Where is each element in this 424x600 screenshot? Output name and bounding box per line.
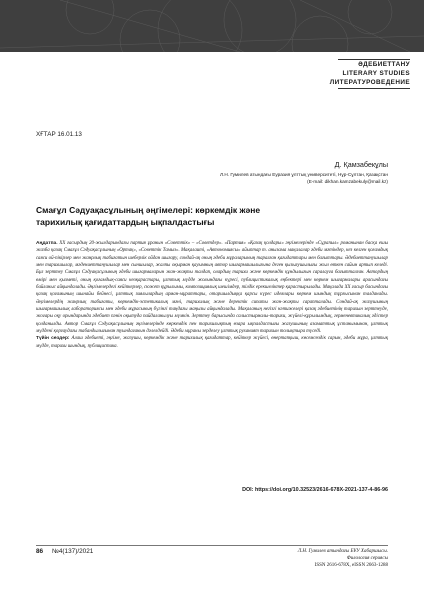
journal-issn: ISSN 2616-678X, eISSN 2663-1288: [314, 563, 388, 568]
keywords-text: Алаш әдебиеті, әңгіме, жазушы, көркемдік және тарихилық қағидаттар, кейіпкер жүйесі, өнертапқыш, көсемсөздік сарын, әдеби мұра, ұлттық мүдде, тарихи шындық, публицистика.: [36, 336, 389, 349]
journal-section: [330, 60, 410, 87]
section-kazakh: ӘДЕБИЕТТАНУ: [358, 61, 410, 68]
affiliation-text: Л.Н. Гумилев атындағы Еуразия ұлттық университеті, Нұр-Сұлтан, Қазақстан: [220, 172, 388, 177]
doi-link[interactable]: DOI: https://doi.org/10.32523/2616-678X-2021-137-4-86-96: [242, 487, 388, 493]
journal-series: Филология сериясы: [346, 556, 388, 561]
author-email: (E-mail: dikhan.kamzabekuly@mail.kz): [307, 178, 388, 184]
issue-number: №4(137)/2021: [52, 548, 94, 555]
abstract-label: Аңдатпа.: [36, 241, 58, 246]
author-name: Д. Қамзабекұлы: [334, 160, 388, 169]
section-divider-top: [338, 59, 410, 60]
article-title: [36, 205, 388, 228]
abstract-block: [36, 240, 388, 350]
abstract-text: XX ғасырдың 20-жылдарындағы партия ұранын «Советтік» – «Советдер». «Партия» «Қазақ қолдары» әңгімелерінде «Сұрапыл» романынан басқа ешы жазба қазақ Смағұл Сәдуақасұлының «Ортақ», «Советтік Тамыз». Мақалаиті, «Автономиясы» айыптар т. анызама мақалалар әдеби мәтіндер, кез келген қоғамдық саяси ой-пікірлер мен жанрлық табиғатын шеберлік ойдан шығару, сондай-ақ оның әдеби мұраларының таралған қағидаттары мен бағыттары. Әдебиеттанушылар мен тарихшылар, мәдениеттанушылар мен сыншылар, жалпы оқырман қауымның автор шығармашылығына деген қызығушылығы жыл өткен сайын артып келеді. Бұл зерттеу Смағұл Сәдуақасұлының әдеби шығармаларын жан-жақты талдап, олардың тарихи және көркемдік құндылығын саралауға бағытталған. Автордың өмірі мен қызметі, оның қоғамдық-саяси көзқарастары, ұлттық мүдде жолындағы күресі, публицистикалық еңбектері мен көркем шығармалары арасындағы байланыс айқындалады. Әңгімелердегі кейіпкерлер, сюжет құрылымы, композициялық шешімдер, тілдік ерекшеліктер қарастырылады. Мақалада XX ғасыр басындағы қазақ қоғамының шынайы бейнесі, ұлттық зиялылардың арман-мұраттары, отаршылдыққа қарсы күрес идеялары көркем шындық тұрғысынан талданады. Әңгімелердің жанрлық табиғаты, көркемдік-эстетикалық мәні, тарихилық және деректік сипаты жан-жақты сарапталады. Сондай-ақ жазушының шығармашылық лабораториясы мен әдеби мұрасының бүгінгі таңдағы маңызы айқындалады. Мақаланың негізгі нәтижелері қазақ әдебиетінің тарихын зерттеуде, жоғары оқу орындарында әдебиет пәнін оқытуда пайдаланылуы мүмкін. Зерттеу барысында салыстырмалы-тарихи, жүйелі-құрылымдық, герменевтикалық әдістер қолданылды. Автор Смағұл Сәдуақасұлының әңгімелерінде көркемдік пен тарихилықтың өзара ықпалдастығы жазушының азаматтық ұстанымынан, ұлттық мүддені қорғаудағы табандылығынан туындағанын дәлелдейді. Әдеби мұраны зерделеу ұлттық руханият тарихын толықтыра түседі.: [36, 241, 388, 335]
page-number: 86: [36, 548, 44, 555]
author-affiliation: [88, 172, 388, 185]
journal-line: [298, 548, 388, 562]
title-line-1: Смағұл Сәдуақасұлының әңгімелері: көркемдік және: [36, 205, 261, 215]
header-decoration-pattern: [0, 0, 424, 52]
journal-info: [298, 548, 388, 569]
keywords-paragraph: [36, 335, 388, 350]
title-line-2: тарихилық қағидаттардың ықпалдастығы: [36, 216, 215, 227]
section-divider-bottom: [338, 88, 410, 89]
keywords-label: Түйін сөздер:: [36, 336, 70, 342]
section-english: LITERARY STUDIES: [342, 70, 410, 77]
footer-divider: [36, 545, 388, 546]
abstract-paragraph: [36, 240, 388, 335]
journal-name: Л.Н. Гумилев атындағы ЕҰУ Хабаршысы.: [297, 549, 388, 554]
udc-code: ХҒТАР 16.01.13: [36, 131, 82, 138]
header-banner: [0, 0, 424, 52]
section-russian: ЛИТЕРАТУРОВЕДЕНИЕ: [329, 79, 410, 86]
